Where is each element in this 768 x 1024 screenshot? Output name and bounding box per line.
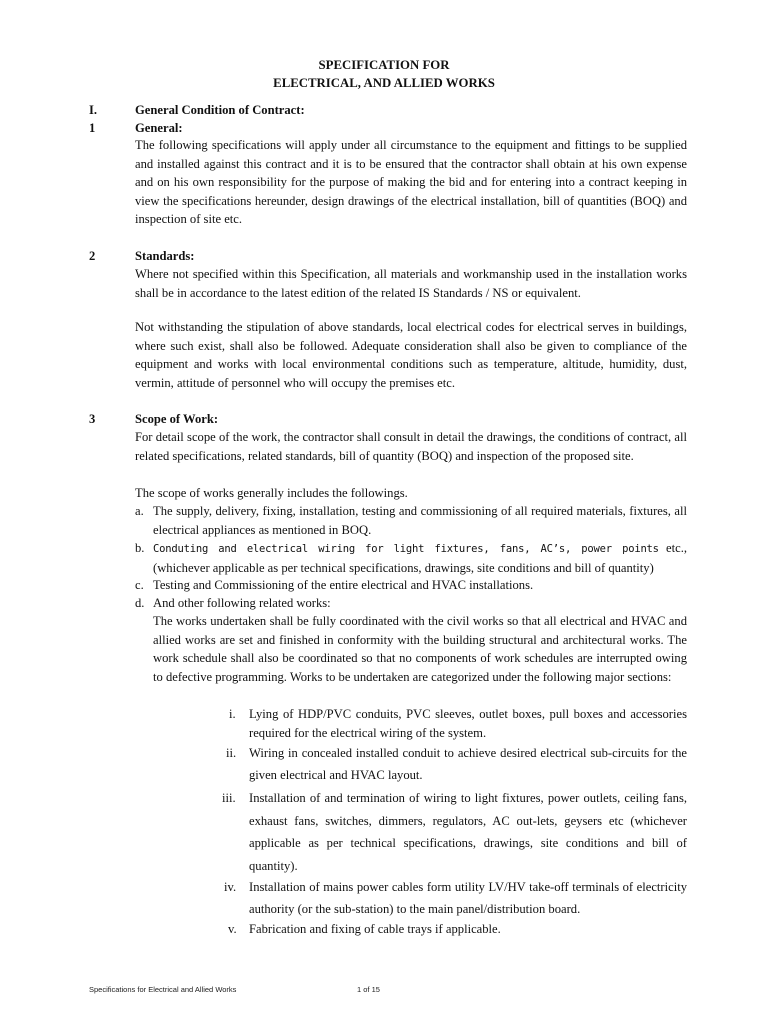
- scope-item-d: [135, 594, 687, 613]
- section-2-paragraph-1: Where not specified within this Specification, all materials and workmanship used in the installation works shall be in accordance to the latest edition of the related IS Standards / NS or equivalent.: [135, 267, 687, 300]
- work-section-text: Fabrication and fixing of cable trays if applicable.: [249, 922, 501, 936]
- scope-item-handwritten-text: Conduting and electrical wiring for light fixtures, fans, AC’s, power points: [153, 543, 659, 555]
- work-section-v: [220, 920, 687, 939]
- part-number: I.: [89, 103, 98, 117]
- scope-item-a: [135, 502, 687, 539]
- work-section-iv: [220, 876, 687, 920]
- work-section-i: [220, 705, 687, 742]
- section-3-paragraph-1: For detail scope of the work, the contractor shall consult in detail the drawings, the conditions of contract, all related specifications, related standards, bill of quantity (BOQ) and inspection of the proposed site.: [135, 430, 687, 463]
- section-2-heading: Standards:: [135, 249, 195, 263]
- work-section-text: Lying of HDP/PVC conduits, PVC sleeves, outlet boxes, pull boxes and accessories required for the electrical wiring of the system.: [249, 707, 687, 740]
- document-title-line2: ELECTRICAL, AND ALLIED WORKS: [273, 76, 495, 90]
- scope-item-label: d.: [135, 596, 145, 610]
- work-section-ii: [220, 742, 687, 786]
- footer-document-name: Specifications for Electrical and Allied Works: [89, 985, 237, 994]
- scope-item-b: [135, 539, 687, 577]
- section-1-text: The following specifications will apply under all circumstance to the equipment and fittings to be supplied and installed against this contract and it is to be ensured that the contractor shall obtain at his own expense and on his own responsibility for the purpose of making the bid and for entering into a contract keeping in view the specifications hereunder, design drawings of the electrical installation, bill of quantities (BOQ) and inspection of site etc.: [135, 138, 687, 227]
- scope-item-text: etc., (whichever applicable as per technical specifications, drawings, site conditions and bill of quantity): [153, 541, 687, 575]
- work-section-iii: [220, 787, 687, 877]
- part-heading: General Condition of Contract:: [135, 103, 305, 117]
- work-section-label: v.: [228, 922, 237, 936]
- section-2-number: 2: [89, 249, 96, 263]
- scope-item-label: b.: [135, 541, 145, 555]
- section-3-heading: Scope of Work:: [135, 412, 219, 426]
- work-section-text: Installation of and termination of wiring to light fixtures, power outlets, ceiling fans, exhaust fans, switches, dimmers, regulators, AC out-lets, geysers etc (whichever applicable as per technical specifications, drawings, site conditions and bill of quantity).: [249, 791, 687, 873]
- work-section-label: iv.: [224, 880, 237, 894]
- scope-item-label: c.: [135, 578, 144, 592]
- section-2-paragraph-2: Not withstanding the stipulation of above standards, local electrical codes for electrical serves in buildings, where such exist, shall also be followed. Adequate consideration shall also be given to compliance of the equipment and works with local environmental conditions such as temperature, altitude, humidity, dust, vermin, attitude of personnel who will occupy the premises etc.: [135, 320, 687, 390]
- scope-item-text: And other following related works:: [153, 596, 331, 610]
- document-title-line1: SPECIFICATION FOR: [318, 58, 450, 72]
- work-section-label: iii.: [222, 791, 236, 805]
- section-1-heading: General:: [135, 121, 183, 135]
- scope-item-label: a.: [135, 504, 144, 518]
- section-1-number: 1: [89, 121, 96, 135]
- work-section-text: Installation of mains power cables form utility LV/HV take-off terminals of electricity authority (or the sub-station) to the main panel/distribution board.: [249, 880, 687, 916]
- work-section-label: ii.: [226, 746, 237, 760]
- work-section-label: i.: [229, 707, 236, 721]
- section-3-paragraph-2: The scope of works generally includes the followings.: [135, 486, 408, 500]
- scope-item-text: The supply, delivery, fixing, installation, testing and commissioning of all required materials, fixtures, all electrical appliances as mentioned in BOQ.: [153, 504, 687, 537]
- scope-item-c: [135, 576, 687, 595]
- work-section-text: Wiring in concealed installed conduit to achieve desired electrical sub-circuits for the given electrical and HVAC layout.: [249, 746, 687, 782]
- footer-page-number: 1 of 15: [357, 985, 380, 994]
- scope-item-text: Testing and Commissioning of the entire electrical and HVAC installations.: [153, 578, 534, 592]
- scope-item-d-paragraph: The works undertaken shall be fully coordinated with the civil works so that all electrical and HVAC and allied works are set and finished in conformity with the building structural and architectural works. The work schedule shall also be coordinated so that no components of work schedules are interrupted owing to defective programming. Works to be undertaken are categorized under the following major sections:: [153, 614, 687, 684]
- section-3-number: 3: [89, 412, 96, 426]
